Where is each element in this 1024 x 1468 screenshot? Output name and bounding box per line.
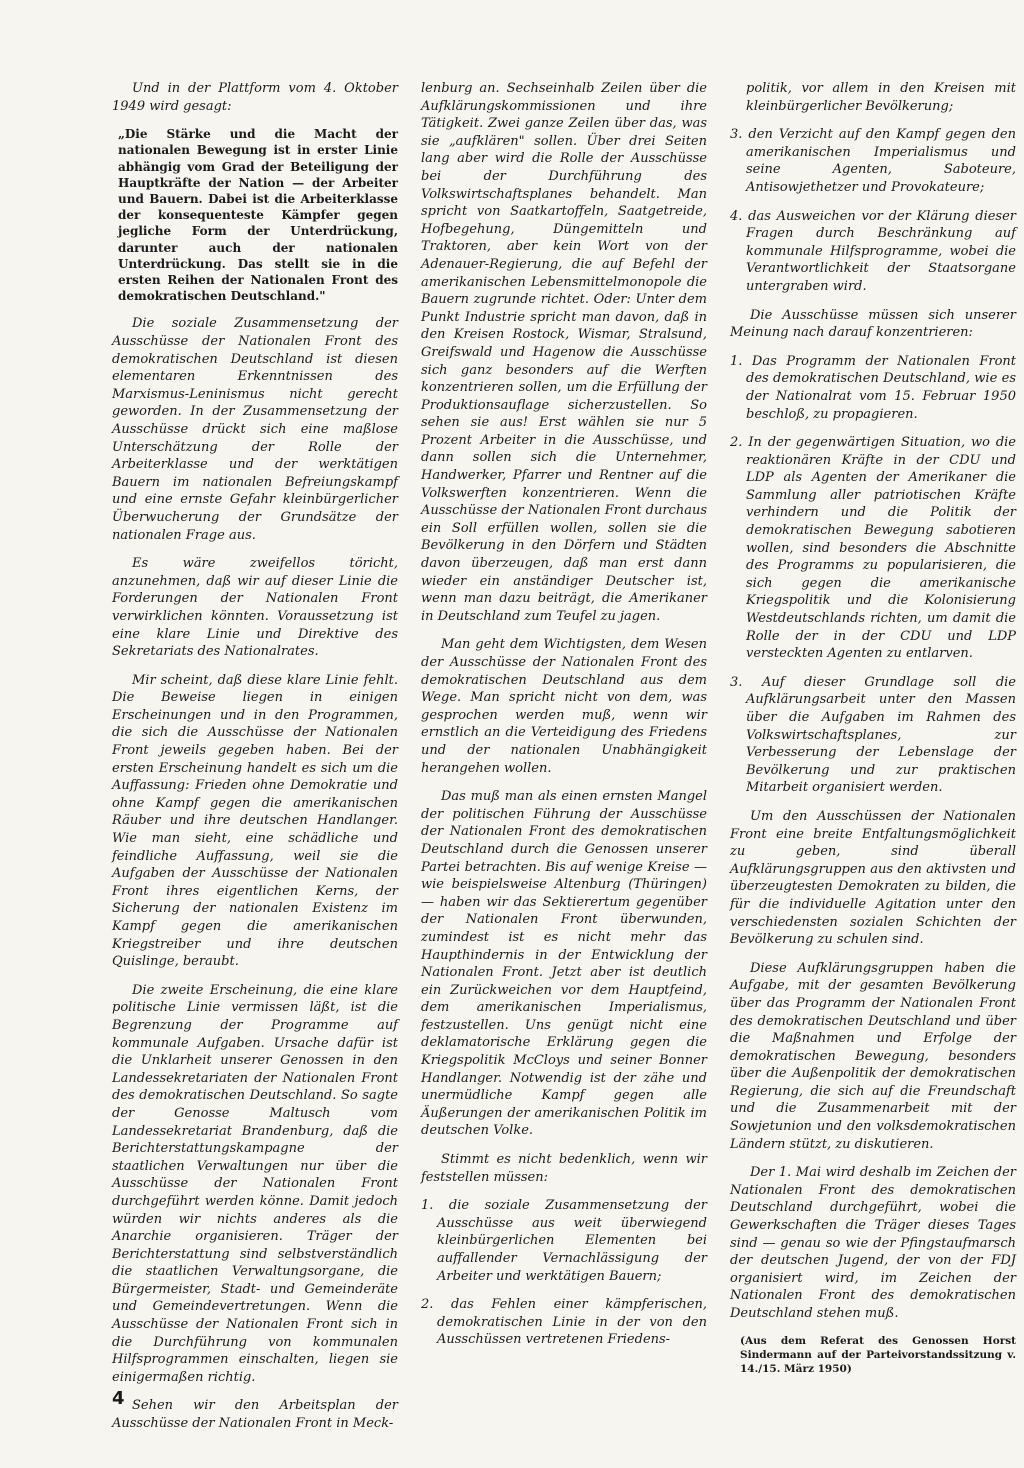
body-paragraph: Der 1. Mai wird deshalb im Zeichen der Nationalen Front des demokratischen Deutschland durchgeführt, wobei die Gewerkschaften die Träger dieses Tages sind — genau so wie der Pfingstaufmarsch der deutschen Jugend, der von der FDJ organisiert wird, im Zeichen der Nationalen Front des demokratischen Deutschland stehen muß. bbox=[730, 1165, 1016, 1321]
list-item: 1. die soziale Zusammensetzung der Ausschüsse aus weit überwiegend kleinbürgerlichen Elementen bei auffallender Vernachlässigung der Arbeiter und werktätigen Bauern; bbox=[421, 1198, 707, 1284]
body-paragraph: Es wäre zweifellos töricht, anzunehmen, daß wir auf dieser Linie die Forderungen der Nationalen Front verwirklichen könnten. Voraussetzung ist eine klare Linie und Direktive des Sekretariats des Nationalrates. bbox=[112, 556, 398, 660]
list-item: 1. Das Programm der Nationalen Front des demokratischen Deutschland, wie es der Nationalrat vom 15. Februar 1950 beschloß, zu propagieren. bbox=[730, 353, 1016, 422]
body-paragraph: Diese Aufklärungsgruppen haben die Aufgabe, mit der gesamten Bevölkerung über das Programm der Nationalen Front des demokratischen Deutschland und über die Maßnahmen und Erfolge der demokratischen Bewegung, besonders über die Außenpolitik der demokratischen Regierung, die sich auf die Freundschaft und die Zusammenarbeit mit der Sowjetunion und den volksdemokratischen Ländern stützt, zu diskutieren. bbox=[730, 960, 1016, 1152]
source-reference: (Aus dem Referat des Genossen Horst Sindermann auf der Parteivorstandssitzung v. 14./15. März 1950) bbox=[740, 1334, 1016, 1375]
body-paragraph: Sehen wir den Arbeitsplan der Ausschüsse der Nationalen Front in Meck- bbox=[112, 1398, 398, 1432]
body-paragraph: Stimmt es nicht bedenklich, wenn wir feststellen müssen: bbox=[421, 1152, 707, 1185]
body-paragraph: Die zweite Erscheinung, die eine klare politische Linie vermissen läßt, ist die Begrenzung der Programme auf kommunale Aufgaben. Ursache dafür ist die Unklarheit unserer Genossen in den Landessekretariaten der Nationalen Front des demokratischen Deutschland. So sagte der Genosse Maltusch vom Landessekretariat Brandenburg, daß die Berichterstattungskampagne der staatlichen Verwaltungen nur über die Ausschüsse der Nationalen Front durchgeführt werden könne. Damit jedoch würden wir nichts anderes als die Anarchie organisieren. Träger der Berichterstattung sind selbstverständlich die staatlichen Verwaltungsorgane, die Bürgermeister, Stadt- und Gemeinderäte und Gemeindevertretungen. Wenn die Ausschüsse der Nationalen Front sich in die Durchführung von kommunalen Hilfsprogrammen einschalten, liegen sie einigermaßen richtig. bbox=[112, 982, 398, 1385]
body-paragraph: lenburg an. Sechseinhalb Zeilen über die Aufklärungskommissionen und ihre Tätigkeit. Zwei ganze Zeilen über das, was sie „aufklären" sollen. Über drei Seiten lang aber wird die Rolle der Ausschüsse bei der Durchführung des Volkswirtschaftsplanes behandelt. Man spricht von Saatkartoffeln, Saatgetreide, Hofbegehung, Düngemitteln und Traktoren, aber kein Wort von der Adenauer-Regierung, die auf Befehl der amerikanischen Lebensmittelmonopole die Bauern zugrunde richtet. Oder: Unter dem Punkt Industrie spricht man davon, daß in den Kreisen Rostock, Wismar, Stralsund, Greifswald und Hagenow die Ausschüsse sich ganz besonders auf die Werften konzentrieren sollen, um die Erfüllung der Produktionsauflage sicherzustellen. So sehen sie aus! Erst wählen sie nur 5 Prozent Arbeiter in die Ausschüsse, und dann sollen sich die Unternehmer, Handwerker, Pfarrer und Rentner auf die Volkswerften konzentrieren. Wenn die Ausschüsse der Nationalen Front durchaus ein Soll erfüllen wollen, sollen sie die Bevölkerung in den Dörfern und Städten davon überzeugen, daß man erst dann wieder ein anständiger Deutscher ist, wenn man dazu beiträgt, die Amerikaner in Deutschland zum Teufel zu jagen. bbox=[421, 81, 707, 624]
list-item: 2. In der gegenwärtigen Situation, wo die reaktionären Kräfte in der CDU und LDP als Agenten der Amerikaner die Sammlung aller patriotischen Kräfte verhindern und die Politik der demokratischen Bewegung sabotieren wollen, sind besonders die Abschnitte des Programms zu popularisieren, die sich gegen die amerikanische Kriegspolitik und die Kolonisierung Westdeutschlands richten, um damit die Rolle der in der CDU und LDP versteckten Agenten zu entlarven. bbox=[730, 435, 1016, 662]
body-paragraph: Die soziale Zusammensetzung der Ausschüsse der Nationalen Front des demokratischen Deutschland ist diesen elementaren Erkenntnissen des Marxismus-Leninismus nicht gerecht geworden. In der Zusammensetzung der Ausschüsse drückt sich eine maßlose Unterschätzung der Rolle der Arbeiterklasse und der werktätigen Bauern im nationalen Befreiungskampf und eine ernste Gefahr kleinbürgerlicher Überwucherung der Grundsätze der nationalen Frage aus. bbox=[112, 316, 398, 543]
body-paragraph: Mir scheint, daß diese klare Linie fehlt. Die Beweise liegen in einigen Erscheinungen und in den Programmen, die sich die Ausschüsse der Nationalen Front jeweils gegeben haben. Bei der ersten Erscheinung handelt es sich um die Auffassung: Frieden ohne Demokratie und ohne Kampf gegen die amerikanischen Räuber und ihre deutschen Handlanger. Wie man sieht, eine schädliche und feindliche Auffassung, weil sie die Aufgaben der Ausschüsse der Nationalen Front ihres eigentlichen Kerns, der Sicherung der nationalen Existenz im Kampf gegen die amerikanischen Kriegstreiber und ihre deutschen Quislinge, beraubt. bbox=[112, 672, 398, 970]
list-item: 2. das Fehlen einer kämpferischen, demokratischen Linie in der von den Ausschüssen vertretenen Friedens- bbox=[421, 1297, 707, 1348]
article-columns bbox=[112, 80, 1016, 1432]
platform-quote: „Die Stärke und die Macht der nationalen Bewegung ist in erster Linie abhängig vom Grad der Beteiligung der Hauptkräfte der Nation — der Arbeiter und Bauern. Dabei ist die Arbeiterklasse der konsequenteste Kämpfer gegen jegliche Form der Unterdrückung, darunter auch der nationalen Unterdrückung. Das stellt sie in die ersten Reihen der Nationalen Front des demokratischen Deutschland." bbox=[118, 127, 398, 304]
column-3 bbox=[730, 80, 1016, 1444]
body-paragraph: Man geht dem Wichtigsten, dem Wesen der Ausschüsse der Nationalen Front des demokratischen Deutschland aus dem Wege. Man spricht nicht von dem, was gesprochen werden muß, wenn wir ernstlich an die Verteidigung des Friedens und der nationalen Unabhängigkeit herangehen wollen. bbox=[421, 637, 707, 776]
column-1 bbox=[112, 80, 398, 1444]
intro-paragraph: Und in der Plattform vom 4. Oktober 1949 wird gesagt: bbox=[112, 81, 398, 114]
body-paragraph: Um den Ausschüssen der Nationalen Front eine breite Entfaltungsmöglichkeit zu geben, sind überall Aufklärungsgruppen aus den aktivsten und überzeugtesten Demokraten zu bilden, die für die individuelle Agitation unter den verschiedensten sozialen Schichten der Bevölkerung zu schulen sind. bbox=[730, 808, 1016, 948]
body-paragraph: Die Ausschüsse müssen sich unserer Meinung nach darauf konzentrieren: bbox=[730, 307, 1016, 341]
page-number: 4 bbox=[112, 1388, 125, 1409]
list-item-continuation: politik, vor allem in den Kreisen mit kleinbürgerlicher Bevölkerung; bbox=[746, 81, 1016, 114]
list-item: 3. den Verzicht auf den Kampf gegen den amerikanischen Imperialismus und seine Agenten, Saboteure, Antisowjethetzer und Provokateure; bbox=[730, 127, 1016, 195]
body-paragraph: Das muß man als einen ernsten Mangel der politischen Führung der Ausschüsse der Nationalen Front des demokratischen Deutschland durch die Genossen unserer Partei betrachten. Bis auf wenige Kreise — wie beispielsweise Altenburg (Thüringen) — haben wir das Sektierertum gegenüber der Nationalen Front überwunden, zumindest ist es nicht mehr das Haupthindernis in der Entwicklung der Nationalen Front. Jetzt aber ist deutlich ein Zurückweichen vor dem Hauptfeind, dem amerikanischen Imperialismus, festzustellen. Uns genügt nicht eine deklamatorische Erklärung gegen die Kriegspolitik McCloys und seiner Bonner Handlanger. Notwendig ist der zähe und unermüdliche Kampf gegen alle Äußerungen der amerikanischen Politik im deutschen Volke. bbox=[421, 789, 707, 1139]
column-2 bbox=[421, 80, 707, 1444]
list-item: 4. das Ausweichen vor der Klärung dieser Fragen durch Beschränkung auf kommunale Hilfsprogramme, wobei die Verantwortlichkeit der Staatsorgane untergraben wird. bbox=[730, 208, 1016, 294]
list-item: 3. Auf dieser Grundlage soll die Aufklärungsarbeit unter den Massen über die Aufgaben im Rahmen des Volkswirtschaftsplanes, zur Verbesserung der Lebenslage der Bevölkerung und zur praktischen Mitarbeit organisiert werden. bbox=[730, 674, 1016, 796]
